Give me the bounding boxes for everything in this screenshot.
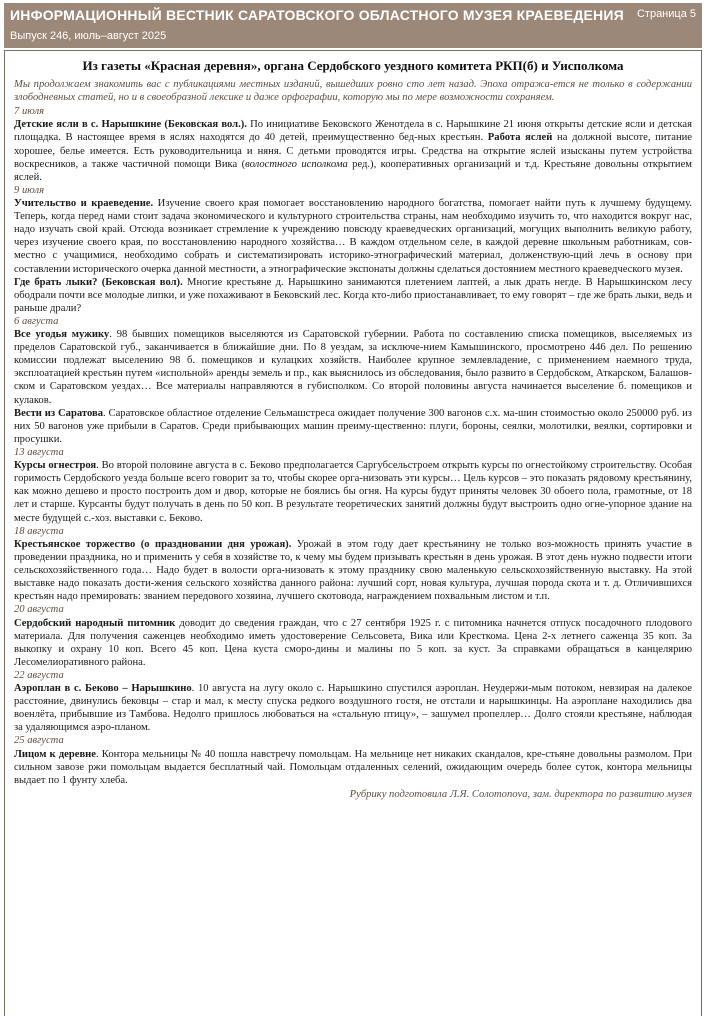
news-item-lyki <box>14 276 692 315</box>
newsletter-title: ИНФОРМАЦИОННЫЙ ВЕСТНИК САРАТОВСКОГО ОБЛАСТНОГО МУЗЕЯ КРАЕВЕДЕНИЯ <box>10 7 624 23</box>
date-heading: 25 августа <box>14 735 64 747</box>
news-item-pitomnik <box>14 617 692 669</box>
date-heading: 6 августа <box>14 315 59 327</box>
news-item-text: . 98 бывших помещиков выселяются из Саратовской губернии. Работа по составлению списка помещиков, выселяемых из пределов Саратовской губ., заканчивается в ближайшие дни. По 8 уездам, за исключе-нием Камышинского, просмотрено 446 дел. По решению комиссии подлежат выселению 98 б. помещиков и кулацких хозяйств. Наиболее крупное землевладение, с применением наемного труда, эксплоатацией крестьян путем «испольной» аренды земель и пр., как выяснилось из обследования, было развито в Сердобском, Аткарском, Балашов-ском и Саратовском уездах… Все материалы направляются в губисполком. Со второй половины августа начинается выселение б. помещиков и кулаков. <box>14 329 692 406</box>
news-item-text: доводит до сведения граждан, что с 27 сентября 1925 г. с питомника начнется отпуск посадочного плодового материала. Для получения саженцев необходимо иметь удостоверение Сельсовета, Вика или Кресткома. Цена 2-х летнего саженца 35 коп. За выкопку и охрану 10 коп. Всего 45 коп. Цена куста сморо-дины и малины по 5 коп. за куст. За справками обращаться в канцелярию Лесомелиоративного района. <box>14 617 692 668</box>
date-heading: 20 августа <box>14 604 64 616</box>
news-item-text: . Саратовское областное отделение Сельмашстреса ожидает получение 300 вагонов с.х. ма-шин стоимостью около 250000 руб. из них 50 вагонов уже прибыли в Саратов. Среди прибывающих машин преиму-щественно: плуги, бороны, сеялки, молотилки, веялки, сортировки и просушки. <box>14 407 692 445</box>
news-item-text: Изучение своего края помогает восстановлению народного богатства, помогает найти путь к лучшему будущему. Теперь, когда перед нами стоит задача экономического и культурного строительства страны, нам необходимо изучить то, что находится вокруг нас, надо изучать свой край. Отсюда возникает стремление к учреждению повсюду краеведческих организаций, могущих выполнить великую работу, через изучение своего края, по восстановлению народного хозяйства… В каждом отдельном селе, в каждой деревне школьным работникам, сов-местно с учащимися, необходимо собрать и систематизировать историко-этнографический материал, долженствую-щий лечь в основу при составлении исторического очерка данной местности, а этнографические экспонаты должны сделаться достоянием местного краеведческого музея. <box>14 198 693 275</box>
date-heading: 7 июля <box>14 106 44 118</box>
news-item-headline: Крестьянское торжество (о праздновании дня урожая). <box>14 538 292 550</box>
news-item-yasli <box>14 118 692 183</box>
news-item-kursy <box>14 459 692 524</box>
news-item-headline: Аэроплан в с. Беково – Нарышкино <box>14 683 192 695</box>
article-frame <box>4 50 702 1016</box>
news-item-text: на должной высоте, питание хорошее, белье имеется. Есть руководительница и няня. С детьми проводятся игры. Средства на открытие яслей изысканы путем устройства воскресников, а также частичной помощи Вика ( <box>14 132 692 170</box>
news-item-aeroplan <box>14 682 692 734</box>
article-title: Из газеты «Красная деревня», органа Сердобского уездного комитета РКП(б) и Уисполкома <box>82 58 624 73</box>
news-item-derevnya <box>14 748 692 787</box>
news-item-headline: Где брать лыки? (Бековская вол). <box>14 276 183 288</box>
news-item-emphasis: Работа яслей <box>487 132 553 144</box>
news-item-torzhestvo <box>14 538 692 603</box>
news-item-text: Многие крестьяне д. Нарышкино занимаются плетением лаптей, а лык драть негде. В Нарышкинском лесу ободрали почти все молодые липки, и уже похаживают в Бековский лес. Когда кто-либо приостанавливает, то ему говорят – где же брать лыки, ведь и раньше драли? <box>14 276 693 314</box>
news-item-text: Урожай в этом году дает крестьянину не только воз-можность принять участие в проведении праздника, но и применить у себя в хозяйстве то, к чему мы будем призывать крестьян в день урожая. В этот день нужно подвести итоги сельскохозяйственного года… Надо будет в волости орга-низовать к этому празднику свою маленькую сельскохозяйственную выставку. На этой выставке надо показать дости-жения сельского хозяйства данного района: лучший сорт, новая культура, лучшая порода скота и т. д. Отличившихся крестьян надо премировать: званием передового хозяина, лучшего скотовода, награждением похвальным листом и т.п. <box>14 538 692 603</box>
news-item-vesti <box>14 407 692 446</box>
date-heading: 13 августа <box>14 446 64 458</box>
article-intro: Мы продолжаем знакомить вас с публикациями местных изданий, вышедших ровно сто лет назад. Эпоха отража-ется не только в содержании злободневных статей, но и в своеобразной лексике и даже орфографии, которую мы по мере возможности сохраняем. <box>14 79 692 104</box>
header-bar <box>4 3 702 48</box>
date-heading: 22 августа <box>14 669 64 681</box>
article-signature: Рубрику подготовила Л.Я. Солomonova, зам. директора по развитию музея <box>349 788 692 800</box>
news-item-italic: волостного исполкома <box>245 158 348 170</box>
news-item-text: ред.), кооперативных организаций и т.д. Крестьяне довольны открытием яслей. <box>14 158 692 183</box>
news-item-text: . 10 августа на лугу около с. Нарышкино спустился аэроплан. Неудержи-мым потоком, невзирая на далекое расстояние, двинулись бековцы – стар и мал, к месту спуска редкого воздушного гостя, не отстали и нарышкинцы. На аэроплане находились два военлёта, прибывшие из Тамбова. Недолго пришлось любоваться на «стальную птицу», – зашумел пропеллер… Долго стояли крестьяне, наблюдая за удаляющимся аэро-планом. <box>14 683 692 734</box>
news-item-headline: Вести из Саратова <box>14 407 103 419</box>
news-item-headline: Лицом к деревне <box>14 748 96 760</box>
news-item-text: . Контора мельницы № 40 пошла навстречу помольцам. На мельнице нет никаких скандалов, кре-стьяне довольны размолом. При сильном завозе ржи помольцам выдается бесплатный чай. Помольцам отдаленных селений, ожидающим очередь более суток, контора мельницы выдает по 1 фунту хлеба. <box>14 748 693 786</box>
news-item-headline: Учительство и краеведение. <box>14 198 154 210</box>
news-item-uchitelstvo <box>14 197 692 276</box>
news-item-text: . Во второй половине августа в с. Беково предполагается Саргубсельстроем открыть курсы по огнестойкому строительству. Особая горимость Сердобского уезда больше всего говорит за то, чтобы скорее орга-низовать эти курсы… Цель курсов – это показать рядовому крестьянину, как можно дешево и просто построить дом и двор, которые не боялись бы огня. На курсы будут приняты человек 30 обоего пола, грамотные, от 18 лет и старше. Курсанты будут получать в день по 50 коп. В результате теоретических занятий должны будут выстроить одно огне-упорное здание на месте будущей с.-хоз. выставки с. Беково. <box>14 460 692 524</box>
page-number: Страница 5 <box>636 8 696 20</box>
date-heading: 9 июля <box>14 184 44 196</box>
news-item-pomeshchiki <box>14 328 692 407</box>
news-item-headline: Детские ясли в с. Нарышкине (Бековская вол.). <box>14 119 247 131</box>
date-heading: 18 августа <box>14 525 64 537</box>
news-item-headline: Все угодья мужику <box>14 329 110 341</box>
news-item-headline: Курсы огнестроя <box>14 460 97 472</box>
news-item-text: По инициативе Бековского Женотдела в с. Нарышкине 21 июня открыты детские ясли и детская площадка. В настоящее время в яслях находятся до 40 детей, преимущественно бед-ных крестьян. <box>14 119 692 144</box>
news-item-headline: Сердобский народный питомник <box>14 617 176 629</box>
issue-label: Выпуск 246, июль–август 2025 <box>10 30 167 42</box>
